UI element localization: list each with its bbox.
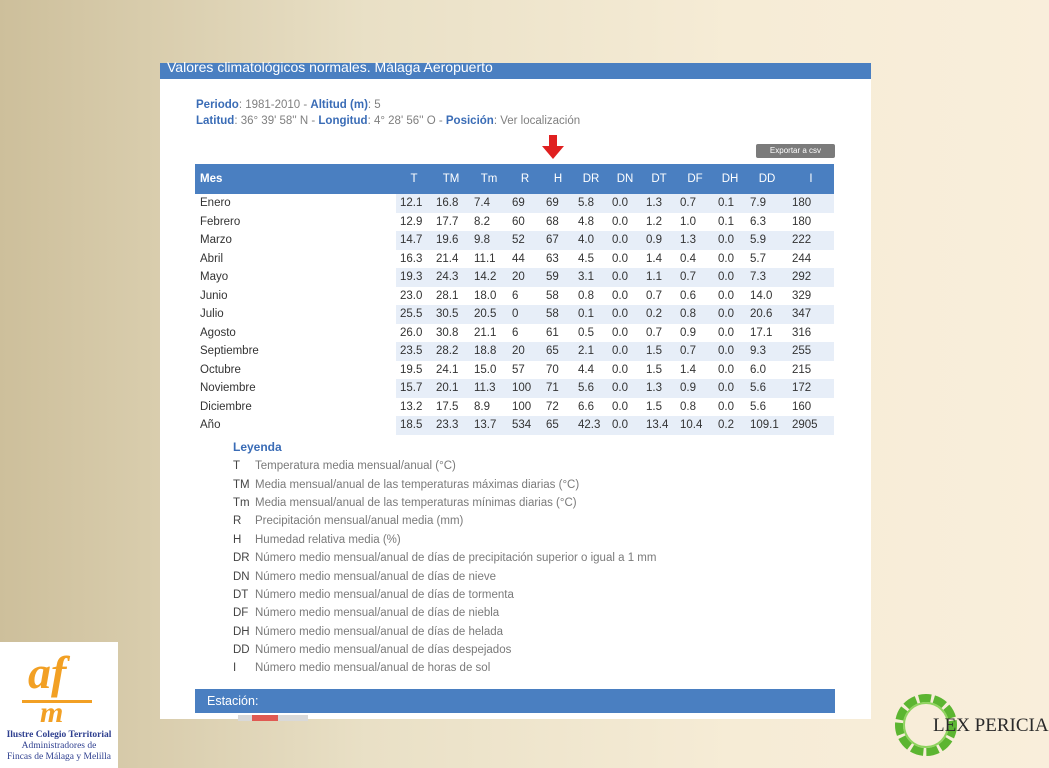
legend-code: DD xyxy=(233,644,250,657)
legend-text: Número medio mensual/anual de días despejados xyxy=(255,644,512,657)
month-cell: Mayo xyxy=(195,268,396,287)
value-cell: 6 xyxy=(508,324,542,343)
afm-emblem-icon xyxy=(0,642,118,728)
arrow-down-icon xyxy=(540,135,566,161)
value-cell: 215 xyxy=(788,361,834,380)
value-cell: 4.0 xyxy=(574,231,608,250)
value-cell: 12.9 xyxy=(396,213,432,232)
value-cell: 316 xyxy=(788,324,834,343)
value-cell: 20 xyxy=(508,342,542,361)
legend-item xyxy=(233,567,656,585)
value-cell: 63 xyxy=(542,250,574,269)
value-cell: 24.1 xyxy=(432,361,470,380)
station-tab-active[interactable] xyxy=(252,715,278,721)
value-cell: 255 xyxy=(788,342,834,361)
legend-code: TM xyxy=(233,478,250,491)
legend-code: I xyxy=(233,662,237,675)
value-cell: 71 xyxy=(542,379,574,398)
legend-item xyxy=(233,531,656,549)
value-cell: 16.8 xyxy=(432,194,470,213)
value-cell: 0.5 xyxy=(574,324,608,343)
afm-line-2: Administradores de xyxy=(21,741,97,751)
value-cell: 2.1 xyxy=(574,342,608,361)
value-cell: 23.0 xyxy=(396,287,432,306)
value-cell: 0.0 xyxy=(714,379,746,398)
legend-list xyxy=(233,457,656,678)
month-cell: Año xyxy=(195,416,396,435)
altitud-label: Altitud (m) xyxy=(310,99,368,111)
value-cell: 13.2 xyxy=(396,398,432,417)
column-header-mes: Mes xyxy=(195,164,396,194)
altitud-value: : 5 xyxy=(367,99,381,111)
legend-item xyxy=(233,512,656,530)
value-cell: 7.4 xyxy=(470,194,508,213)
legend-item xyxy=(233,586,656,604)
value-cell: 20 xyxy=(508,268,542,287)
value-cell: 70 xyxy=(542,361,574,380)
value-cell: 172 xyxy=(788,379,834,398)
value-cell: 72 xyxy=(542,398,574,417)
value-cell: 58 xyxy=(542,305,574,324)
column-header-r: R xyxy=(508,164,542,194)
column-header-dr: DR xyxy=(574,164,608,194)
legend-text: Número medio mensual/anual de días de niebla xyxy=(255,607,500,620)
value-cell: 69 xyxy=(508,194,542,213)
legend-item xyxy=(233,457,656,475)
legend-code: DN xyxy=(233,570,250,583)
table-row xyxy=(195,324,834,343)
column-header-tm: TM xyxy=(432,164,470,194)
value-cell: 0.4 xyxy=(676,250,714,269)
value-cell: 7.9 xyxy=(746,194,788,213)
value-cell: 20.6 xyxy=(746,305,788,324)
column-header-i: I xyxy=(788,164,834,194)
value-cell: 30.8 xyxy=(432,324,470,343)
value-cell: 11.3 xyxy=(470,379,508,398)
legend xyxy=(233,440,656,678)
value-cell: 0.0 xyxy=(714,305,746,324)
value-cell: 0.1 xyxy=(574,305,608,324)
export-csv-button[interactable]: Exportar a csv xyxy=(756,144,835,158)
value-cell: 5.7 xyxy=(746,250,788,269)
value-cell: 65 xyxy=(542,416,574,435)
column-header-h: H xyxy=(542,164,574,194)
value-cell: 24.3 xyxy=(432,268,470,287)
value-cell: 0.0 xyxy=(714,398,746,417)
value-cell: 0.8 xyxy=(574,287,608,306)
afm-caption xyxy=(0,730,118,763)
table-row xyxy=(195,268,834,287)
climate-table xyxy=(195,164,834,435)
column-header-dn: DN xyxy=(608,164,642,194)
value-cell: 52 xyxy=(508,231,542,250)
value-cell: 15.0 xyxy=(470,361,508,380)
station-tabs-strip[interactable] xyxy=(238,715,308,721)
column-header-dd: DD xyxy=(746,164,788,194)
table-row xyxy=(195,379,834,398)
value-cell: 21.4 xyxy=(432,250,470,269)
table-row xyxy=(195,231,834,250)
panel-title: Valores climatológicos normales. Málaga Aeropuerto xyxy=(160,63,871,79)
value-cell: 13.7 xyxy=(470,416,508,435)
month-cell: Agosto xyxy=(195,324,396,343)
value-cell: 0 xyxy=(508,305,542,324)
value-cell: 0.0 xyxy=(608,324,642,343)
value-cell: 6 xyxy=(508,287,542,306)
value-cell: 3.1 xyxy=(574,268,608,287)
value-cell: 18.5 xyxy=(396,416,432,435)
value-cell: 1.4 xyxy=(642,250,676,269)
value-cell: 2905 xyxy=(788,416,834,435)
value-cell: 0.0 xyxy=(608,398,642,417)
value-cell: 19.5 xyxy=(396,361,432,380)
value-cell: 4.5 xyxy=(574,250,608,269)
value-cell: 18.8 xyxy=(470,342,508,361)
legend-text: Número medio mensual/anual de días de tormenta xyxy=(255,588,514,601)
value-cell: 8.9 xyxy=(470,398,508,417)
value-cell: 30.5 xyxy=(432,305,470,324)
column-header-dt: DT xyxy=(642,164,676,194)
value-cell: 0.0 xyxy=(608,213,642,232)
value-cell: 20.1 xyxy=(432,379,470,398)
value-cell: 0.2 xyxy=(642,305,676,324)
value-cell: 0.0 xyxy=(714,231,746,250)
legend-item xyxy=(233,475,656,493)
legend-item xyxy=(233,604,656,622)
value-cell: 0.0 xyxy=(714,361,746,380)
month-cell: Septiembre xyxy=(195,342,396,361)
value-cell: 160 xyxy=(788,398,834,417)
value-cell: 0.9 xyxy=(642,231,676,250)
value-cell: 68 xyxy=(542,213,574,232)
value-cell: 23.5 xyxy=(396,342,432,361)
value-cell: 21.1 xyxy=(470,324,508,343)
value-cell: 1.2 xyxy=(642,213,676,232)
value-cell: 7.3 xyxy=(746,268,788,287)
value-cell: 25.5 xyxy=(396,305,432,324)
month-cell: Marzo xyxy=(195,231,396,250)
table-body xyxy=(195,194,834,435)
latitud-value: : 36° 39' 58'' N - xyxy=(234,115,319,127)
periodo-value: : 1981-2010 - xyxy=(238,99,311,111)
legend-text: Número medio mensual/anual de días de precipitación superior o igual a 1 mm xyxy=(255,552,657,565)
value-cell: 1.3 xyxy=(642,194,676,213)
legend-code: DR xyxy=(233,552,250,565)
longitud-label: Longitud xyxy=(318,115,368,127)
value-cell: 5.6 xyxy=(746,379,788,398)
legend-code: Tm xyxy=(233,496,250,509)
value-cell: 1.5 xyxy=(642,361,676,380)
value-cell: 17.5 xyxy=(432,398,470,417)
value-cell: 9.3 xyxy=(746,342,788,361)
value-cell: 1.3 xyxy=(676,231,714,250)
value-cell: 65 xyxy=(542,342,574,361)
table-row xyxy=(195,342,834,361)
value-cell: 0.8 xyxy=(676,398,714,417)
value-cell: 0.7 xyxy=(642,287,676,306)
value-cell: 0.7 xyxy=(676,342,714,361)
value-cell: 1.5 xyxy=(642,398,676,417)
value-cell: 26.0 xyxy=(396,324,432,343)
value-cell: 0.0 xyxy=(714,268,746,287)
value-cell: 9.8 xyxy=(470,231,508,250)
value-cell: 0.7 xyxy=(676,194,714,213)
value-cell: 109.1 xyxy=(746,416,788,435)
legend-text: Media mensual/anual de las temperaturas mínimas diarias (°C) xyxy=(255,496,577,509)
value-cell: 58 xyxy=(542,287,574,306)
lex-pericia-logo xyxy=(893,690,1049,760)
value-cell: 14.0 xyxy=(746,287,788,306)
value-cell: 0.0 xyxy=(608,361,642,380)
svg-text:m: m xyxy=(40,696,64,729)
value-cell: 5.6 xyxy=(746,398,788,417)
value-cell: 0.0 xyxy=(608,268,642,287)
value-cell: 14.2 xyxy=(470,268,508,287)
posicion-label: Posición xyxy=(445,115,494,127)
value-cell: 0.8 xyxy=(676,305,714,324)
value-cell: 100 xyxy=(508,398,542,417)
value-cell: 0.0 xyxy=(608,305,642,324)
legend-text: Humedad relativa media (%) xyxy=(255,533,401,546)
value-cell: 292 xyxy=(788,268,834,287)
value-cell: 329 xyxy=(788,287,834,306)
value-cell: 4.4 xyxy=(574,361,608,380)
legend-code: DH xyxy=(233,625,250,638)
value-cell: 0.1 xyxy=(714,213,746,232)
value-cell: 0.0 xyxy=(608,194,642,213)
value-cell: 0.2 xyxy=(714,416,746,435)
value-cell: 222 xyxy=(788,231,834,250)
value-cell: 100 xyxy=(508,379,542,398)
value-cell: 67 xyxy=(542,231,574,250)
afm-line-1: Ilustre Colegio Territorial xyxy=(6,730,112,740)
value-cell: 5.9 xyxy=(746,231,788,250)
value-cell: 14.7 xyxy=(396,231,432,250)
meta-line-1 xyxy=(196,99,381,111)
legend-item xyxy=(233,641,656,659)
value-cell: 6.3 xyxy=(746,213,788,232)
table-row xyxy=(195,361,834,380)
legend-code: H xyxy=(233,533,242,546)
value-cell: 0.9 xyxy=(676,324,714,343)
value-cell: 18.0 xyxy=(470,287,508,306)
value-cell: 10.4 xyxy=(676,416,714,435)
value-cell: 0.7 xyxy=(642,324,676,343)
value-cell: 0.0 xyxy=(608,231,642,250)
value-cell: 0.0 xyxy=(714,250,746,269)
month-cell: Noviembre xyxy=(195,379,396,398)
value-cell: 16.3 xyxy=(396,250,432,269)
value-cell: 1.0 xyxy=(676,213,714,232)
periodo-label: Periodo xyxy=(196,99,239,111)
table-row xyxy=(195,213,834,232)
value-cell: 20.5 xyxy=(470,305,508,324)
value-cell: 19.6 xyxy=(432,231,470,250)
value-cell: 534 xyxy=(508,416,542,435)
value-cell: 0.0 xyxy=(608,379,642,398)
value-cell: 244 xyxy=(788,250,834,269)
ver-localizacion-link[interactable]: : Ver localización xyxy=(493,115,581,127)
value-cell: 5.6 xyxy=(574,379,608,398)
climate-panel xyxy=(160,59,871,719)
value-cell: 19.3 xyxy=(396,268,432,287)
column-header-df: DF xyxy=(676,164,714,194)
value-cell: 0.1 xyxy=(714,194,746,213)
legend-text: Media mensual/anual de las temperaturas máximas diarias (°C) xyxy=(255,478,580,491)
table-header-row xyxy=(195,164,834,194)
value-cell: 44 xyxy=(508,250,542,269)
latitud-label: Latitud xyxy=(196,115,235,127)
meta-line-2 xyxy=(196,115,580,127)
column-header-dh: DH xyxy=(714,164,746,194)
legend-item xyxy=(233,623,656,641)
month-cell: Junio xyxy=(195,287,396,306)
value-cell: 59 xyxy=(542,268,574,287)
value-cell: 13.4 xyxy=(642,416,676,435)
value-cell: 28.2 xyxy=(432,342,470,361)
station-bar xyxy=(195,689,835,713)
value-cell: 4.8 xyxy=(574,213,608,232)
afm-line-3: Fincas de Málaga y Melilla xyxy=(7,752,111,762)
value-cell: 6.6 xyxy=(574,398,608,417)
legend-text: Número medio mensual/anual de días de nieve xyxy=(255,570,497,583)
value-cell: 1.3 xyxy=(642,379,676,398)
afm-logo xyxy=(0,642,118,768)
legend-item xyxy=(233,549,656,567)
month-cell: Diciembre xyxy=(195,398,396,417)
column-header-tm: Tm xyxy=(470,164,508,194)
legend-text: Número medio mensual/anual de horas de sol xyxy=(255,662,491,675)
month-cell: Octubre xyxy=(195,361,396,380)
value-cell: 0.9 xyxy=(676,379,714,398)
table-row xyxy=(195,305,834,324)
month-cell: Enero xyxy=(195,194,396,213)
value-cell: 0.7 xyxy=(676,268,714,287)
value-cell: 1.4 xyxy=(676,361,714,380)
value-cell: 1.5 xyxy=(642,342,676,361)
value-cell: 57 xyxy=(508,361,542,380)
value-cell: 42.3 xyxy=(574,416,608,435)
table-row xyxy=(195,250,834,269)
table-row xyxy=(195,398,834,417)
value-cell: 23.3 xyxy=(432,416,470,435)
column-header-t: T xyxy=(396,164,432,194)
legend-code: T xyxy=(233,460,241,473)
station-label: Estación: xyxy=(207,694,259,708)
value-cell: 0.0 xyxy=(608,342,642,361)
value-cell: 6.0 xyxy=(746,361,788,380)
legend-text: Número medio mensual/anual de días de helada xyxy=(255,625,504,638)
table-row xyxy=(195,194,834,213)
legend-code: DF xyxy=(233,607,249,620)
legend-title: Leyenda xyxy=(233,440,282,454)
value-cell: 60 xyxy=(508,213,542,232)
legend-text: Temperatura media mensual/anual (°C) xyxy=(255,460,456,473)
value-cell: 347 xyxy=(788,305,834,324)
value-cell: 11.1 xyxy=(470,250,508,269)
value-cell: 5.8 xyxy=(574,194,608,213)
value-cell: 15.7 xyxy=(396,379,432,398)
month-cell: Febrero xyxy=(195,213,396,232)
value-cell: 180 xyxy=(788,213,834,232)
value-cell: 0.6 xyxy=(676,287,714,306)
value-cell: 0.0 xyxy=(714,342,746,361)
month-cell: Abril xyxy=(195,250,396,269)
value-cell: 28.1 xyxy=(432,287,470,306)
value-cell: 61 xyxy=(542,324,574,343)
value-cell: 0.0 xyxy=(608,287,642,306)
value-cell: 0.0 xyxy=(714,287,746,306)
value-cell: 0.0 xyxy=(608,416,642,435)
value-cell: 8.2 xyxy=(470,213,508,232)
table-row xyxy=(195,416,834,435)
month-cell: Julio xyxy=(195,305,396,324)
svg-text:af: af xyxy=(28,647,67,698)
lex-pericia-text: LEX PERICIA xyxy=(933,715,1049,736)
legend-text: Precipitación mensual/anual media (mm) xyxy=(255,515,464,528)
value-cell: 1.1 xyxy=(642,268,676,287)
legend-code: DT xyxy=(233,588,249,601)
value-cell: 17.1 xyxy=(746,324,788,343)
value-cell: 180 xyxy=(788,194,834,213)
legend-item xyxy=(233,494,656,512)
longitud-value: : 4° 28' 56'' O - xyxy=(367,115,446,127)
value-cell: 12.1 xyxy=(396,194,432,213)
value-cell: 17.7 xyxy=(432,213,470,232)
legend-code: R xyxy=(233,515,242,528)
value-cell: 69 xyxy=(542,194,574,213)
value-cell: 0.0 xyxy=(608,250,642,269)
table-row xyxy=(195,287,834,306)
legend-item xyxy=(233,659,656,677)
value-cell: 0.0 xyxy=(714,324,746,343)
